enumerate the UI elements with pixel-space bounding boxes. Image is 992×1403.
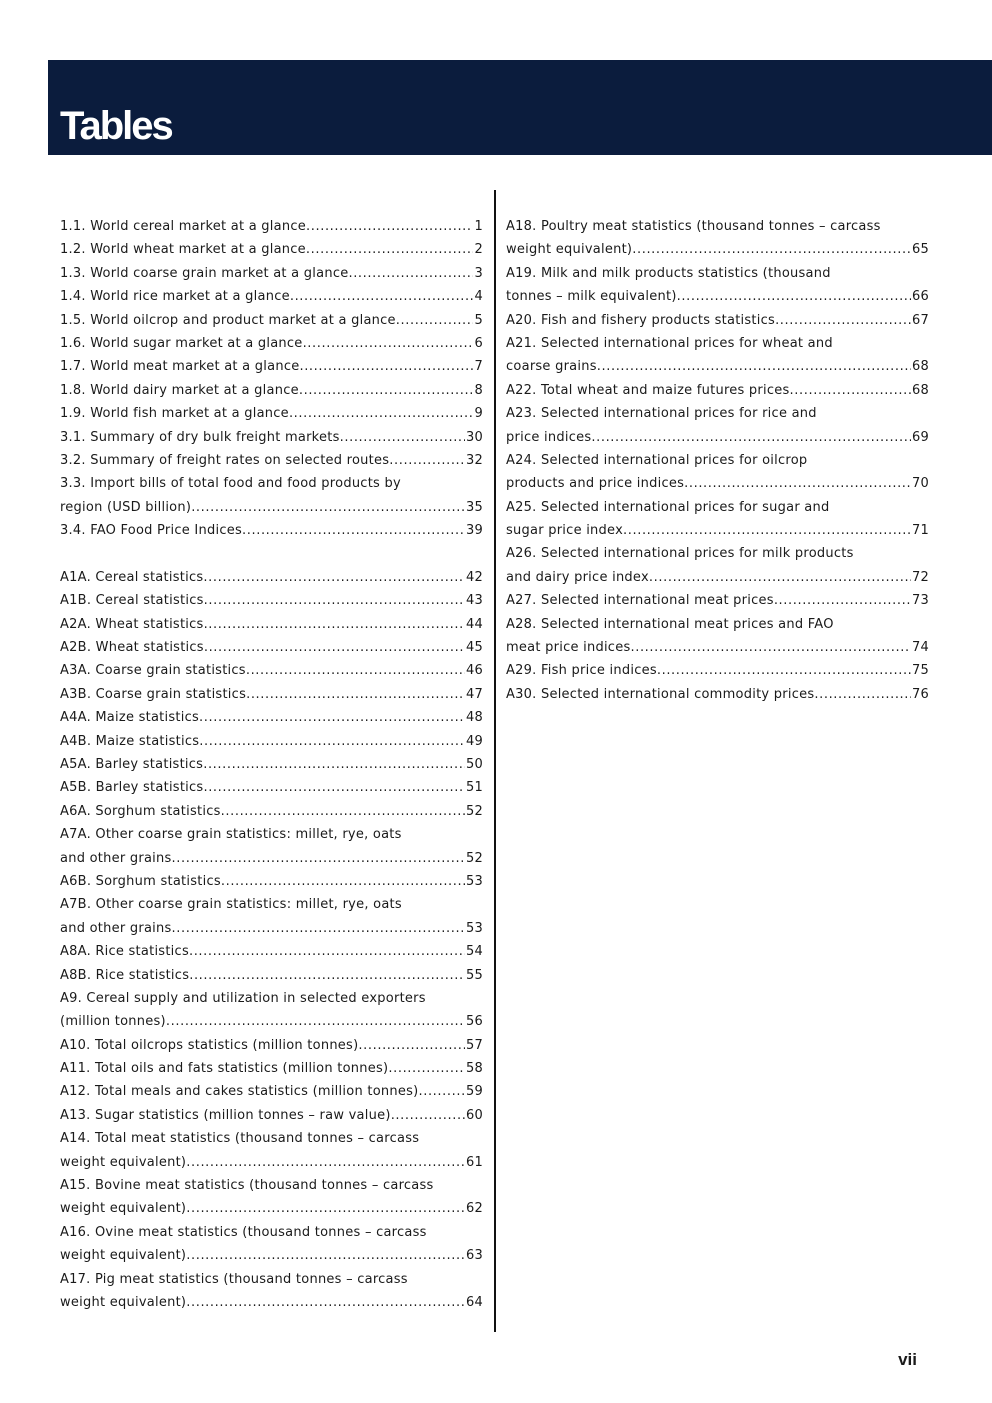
toc-entry-line <box>60 870 483 893</box>
toc-entry-line <box>506 215 929 238</box>
toc-entry-title: 1.2. World wheat market at a glance <box>60 242 306 258</box>
toc-page-number: 46 <box>465 663 483 679</box>
toc-entry-line <box>60 1010 483 1033</box>
toc-page-number: 44 <box>465 616 483 632</box>
toc-page-number: 6 <box>474 335 483 351</box>
toc-entry-title: A3B. Coarse grain statistics <box>60 686 247 702</box>
toc-entry-line <box>60 1197 483 1220</box>
toc-entry-line <box>506 449 929 472</box>
dot-leader <box>199 706 465 729</box>
dot-leader <box>186 1244 465 1267</box>
toc-entry-line <box>506 402 929 425</box>
toc-page-number: 47 <box>465 686 483 702</box>
toc-entry-title: A17. Pig meat statistics (thousand tonnes – carcass <box>60 1271 408 1287</box>
toc-entry-title: 1.5. World oilcrop and product market at a glance <box>60 312 396 328</box>
toc-entry[interactable] <box>506 613 929 660</box>
toc-entry-line <box>60 823 483 846</box>
column-divider <box>494 190 496 1332</box>
toc-page-number: 43 <box>465 593 483 609</box>
dot-leader <box>774 589 911 612</box>
toc-entry-title: A1B. Cereal statistics <box>60 593 204 609</box>
toc-entry-line <box>60 1104 483 1127</box>
toc-page-number: 2 <box>474 242 483 258</box>
toc-entry-line <box>60 847 483 870</box>
toc-entry-title: weight equivalent) <box>60 1248 187 1264</box>
toc-entry[interactable] <box>60 332 483 355</box>
toc-entry-title: A6B. Sorghum statistics <box>60 873 221 889</box>
title-banner <box>48 60 992 155</box>
toc-entry-line <box>506 309 929 332</box>
toc-entry-line <box>60 987 483 1010</box>
toc-entry[interactable] <box>60 683 483 706</box>
toc-page-number: 5 <box>474 312 483 328</box>
toc-entry-title: products and price indices <box>506 476 685 492</box>
toc-entry-title: weight equivalent) <box>60 1294 187 1310</box>
toc-entry-line <box>60 1221 483 1244</box>
toc-entry[interactable] <box>60 1127 483 1174</box>
dot-leader <box>677 285 911 308</box>
toc-entry-title: sugar price index <box>506 523 624 539</box>
dot-leader <box>186 1151 465 1174</box>
toc-page-number: 74 <box>911 640 929 656</box>
dot-leader <box>623 519 911 542</box>
dot-leader <box>186 1197 465 1220</box>
dot-leader <box>246 659 465 682</box>
dot-leader <box>204 589 465 612</box>
toc-entry-line <box>60 589 483 612</box>
toc-entry[interactable] <box>60 636 483 659</box>
toc-page-number: 67 <box>911 312 929 328</box>
toc-entry[interactable] <box>506 332 929 379</box>
toc-entry-title: 3.1. Summary of dry bulk freight markets <box>60 429 340 445</box>
dot-leader <box>242 519 465 542</box>
toc-page-number: 55 <box>465 967 483 983</box>
toc-entry-title: 1.3. World coarse grain market at a glance <box>60 265 349 281</box>
toc-entry[interactable] <box>60 449 483 472</box>
toc-entry-line <box>506 238 929 261</box>
toc-entry-line <box>506 332 929 355</box>
toc-entry[interactable] <box>60 730 483 753</box>
toc-entry-title: (million tonnes) <box>60 1014 166 1030</box>
toc-entry-title: A7B. Other coarse grain statistics: millet, rye, oats <box>60 897 402 913</box>
toc-entry-title: A3A. Coarse grain statistics <box>60 663 246 679</box>
toc-entry[interactable] <box>506 402 929 449</box>
toc-entry-line <box>60 940 483 963</box>
toc-entry-line <box>506 426 929 449</box>
toc-entry-title: A21. Selected international prices for wheat and <box>506 335 833 351</box>
toc-entry[interactable] <box>506 496 929 543</box>
dot-leader <box>649 566 911 589</box>
dot-leader <box>632 238 911 261</box>
toc-page-number: 61 <box>465 1154 483 1170</box>
toc-entry-line <box>60 566 483 589</box>
toc-entry[interactable] <box>506 589 929 612</box>
toc-entry-title: A10. Total oilcrops statistics (million tonnes) <box>60 1037 359 1053</box>
dot-leader <box>191 496 465 519</box>
toc-entry-title: A4B. Maize statistics <box>60 733 200 749</box>
toc-entry[interactable] <box>60 1221 483 1268</box>
toc-entry[interactable] <box>60 309 483 332</box>
toc-entry[interactable] <box>60 355 483 378</box>
toc-entry[interactable] <box>60 964 483 987</box>
toc-entry-line <box>60 1268 483 1291</box>
dot-leader <box>204 636 465 659</box>
toc-page-number: 56 <box>465 1014 483 1030</box>
toc-entry[interactable] <box>60 472 483 519</box>
dot-leader <box>306 238 474 261</box>
toc-page-number: 76 <box>911 686 929 702</box>
toc-entry-line <box>60 402 483 425</box>
toc-page-number: 72 <box>911 569 929 585</box>
toc-page-number: 7 <box>474 359 483 375</box>
toc-entry-title: A15. Bovine meat statistics (thousand tonnes – carcass <box>60 1178 434 1194</box>
dot-leader <box>303 332 474 355</box>
toc-entry[interactable] <box>506 683 929 706</box>
toc-entry-title: weight equivalent) <box>506 242 633 258</box>
toc-entry-line <box>506 636 929 659</box>
toc-entry-title: and other grains <box>60 850 172 866</box>
toc-entry-line <box>60 964 483 987</box>
toc-entry[interactable] <box>60 1080 483 1103</box>
toc-entry-title: and other grains <box>60 920 172 936</box>
toc-entry-title: A11. Total oils and fats statistics (million tonnes) <box>60 1061 389 1077</box>
toc-entry[interactable] <box>60 566 483 589</box>
toc-entry-title: A18. Poultry meat statistics (thousand tonnes – carcass <box>506 219 881 234</box>
toc-entry-title: A26. Selected international prices for milk products <box>506 546 854 562</box>
toc-page-number: 3 <box>474 265 483 281</box>
toc-entry[interactable] <box>60 379 483 402</box>
toc-page-number: 64 <box>465 1294 483 1310</box>
dot-leader <box>306 215 473 238</box>
dot-leader <box>203 753 465 776</box>
toc-page-number: 9 <box>474 406 483 422</box>
toc-page-number: 66 <box>911 289 929 305</box>
toc-entry-line <box>60 496 483 519</box>
toc-entry[interactable] <box>60 402 483 425</box>
toc-entry-line <box>60 215 483 238</box>
toc-page-number: 65 <box>911 242 929 258</box>
toc-entry-line <box>60 659 483 682</box>
dot-leader <box>388 1057 465 1080</box>
toc-entry[interactable] <box>60 613 483 636</box>
dot-leader <box>204 613 465 636</box>
toc-entry-line <box>60 1244 483 1267</box>
toc-section-gap <box>60 542 483 565</box>
toc-page-number: 32 <box>465 452 483 468</box>
toc-page-number: 57 <box>465 1037 483 1053</box>
toc-entry-title: A25. Selected international prices for sugar and <box>506 499 830 515</box>
dot-leader <box>775 309 911 332</box>
toc-entry-line <box>506 379 929 402</box>
toc-page-number: 49 <box>465 733 483 749</box>
toc-entry-title: A2B. Wheat statistics <box>60 640 204 656</box>
toc-page-number: 54 <box>465 944 483 960</box>
toc-entry-title: A14. Total meat statistics (thousand tonnes – carcass <box>60 1131 420 1147</box>
toc-page-number: 52 <box>465 850 483 866</box>
toc-entry[interactable] <box>60 987 483 1034</box>
toc-entry-line <box>506 285 929 308</box>
toc-entry[interactable] <box>60 659 483 682</box>
dot-leader <box>299 379 474 402</box>
toc-entry[interactable] <box>60 238 483 261</box>
toc-entry-line <box>506 683 929 706</box>
toc-entry-title: 1.9. World fish market at a glance <box>60 406 289 422</box>
toc-entry[interactable] <box>60 285 483 308</box>
toc-page-number: 35 <box>465 499 483 515</box>
toc-page-number: 51 <box>465 780 483 796</box>
dot-leader <box>340 426 465 449</box>
toc-entry[interactable] <box>60 426 483 449</box>
toc-entry[interactable] <box>60 870 483 893</box>
dot-leader <box>389 449 465 472</box>
toc-entry-line <box>60 379 483 402</box>
toc-page-number: 8 <box>474 382 483 398</box>
toc-entry-title: A23. Selected international prices for rice and <box>506 406 817 422</box>
toc-page-number: 70 <box>911 476 929 492</box>
toc-entry[interactable] <box>506 262 929 309</box>
toc-entry-line <box>60 1151 483 1174</box>
toc-page-number: 75 <box>911 663 929 679</box>
dot-leader <box>221 800 465 823</box>
toc-entry-title: coarse grains <box>506 359 597 375</box>
dot-leader <box>299 355 473 378</box>
toc-entry-title: 1.1. World cereal market at a glance <box>60 219 307 234</box>
toc-entry-title: A20. Fish and fishery products statistics <box>506 312 776 328</box>
toc-entry[interactable] <box>60 893 483 940</box>
toc-entry-title: 1.6. World sugar market at a glance <box>60 335 303 351</box>
dot-leader <box>790 379 911 402</box>
dot-leader <box>199 730 465 753</box>
dot-leader <box>358 1034 465 1057</box>
toc-entry-title: A7A. Other coarse grain statistics: millet, rye, oats <box>60 827 402 843</box>
toc-entry-line <box>60 683 483 706</box>
dot-leader <box>597 355 911 378</box>
toc-entry-title: A30. Selected international commodity prices <box>506 686 815 702</box>
toc-entry-line <box>506 613 929 636</box>
toc-page-number: 71 <box>911 523 929 539</box>
toc-entry-title: 1.4. World rice market at a glance <box>60 289 290 305</box>
toc-page-number: 39 <box>465 523 483 539</box>
toc-entry[interactable] <box>506 309 929 332</box>
dot-leader <box>189 940 465 963</box>
toc-page-number: 52 <box>465 803 483 819</box>
toc-entry-title: A6A. Sorghum statistics <box>60 803 221 819</box>
toc-entry-line <box>60 332 483 355</box>
toc-entry-line <box>506 496 929 519</box>
toc-entry-title: A24. Selected international prices for oilcrop <box>506 452 808 468</box>
dot-leader <box>166 1010 465 1033</box>
toc-entry-line <box>60 636 483 659</box>
toc-page-number: 62 <box>465 1201 483 1217</box>
toc-page-number: 60 <box>465 1107 483 1123</box>
toc-page-number: 53 <box>465 920 483 936</box>
dot-leader <box>684 472 911 495</box>
toc-page-number: 48 <box>465 710 483 726</box>
toc-entry-line <box>60 238 483 261</box>
toc-page-number: 63 <box>465 1248 483 1264</box>
dot-leader <box>630 636 910 659</box>
toc-entry[interactable] <box>60 706 483 729</box>
toc-entry-line <box>60 355 483 378</box>
toc-entry-line <box>60 1057 483 1080</box>
toc-entry[interactable] <box>60 1104 483 1127</box>
toc-entry-title: A12. Total meals and cakes statistics (million tonnes) <box>60 1084 419 1100</box>
toc-entry-title: A5A. Barley statistics <box>60 756 204 772</box>
toc-entry-title: A27. Selected international meat prices <box>506 593 774 609</box>
toc-entry-title: 3.3. Import bills of total food and food products by <box>60 476 401 492</box>
dot-leader <box>396 309 474 332</box>
toc-entry-title: price indices <box>506 429 592 445</box>
dot-leader <box>418 1080 464 1103</box>
toc-entry[interactable] <box>60 776 483 799</box>
toc-entry-title: A4A. Maize statistics <box>60 710 200 726</box>
toc-entry-title: A22. Total wheat and maize futures prices <box>506 382 790 398</box>
toc-entry-title: A8A. Rice statistics <box>60 944 189 960</box>
toc-entry-title: A8B. Rice statistics <box>60 967 190 983</box>
toc-entry-line <box>60 776 483 799</box>
dot-leader <box>186 1291 465 1314</box>
toc-entry-line <box>506 542 929 565</box>
toc-entry-line <box>60 426 483 449</box>
toc-entry[interactable] <box>60 589 483 612</box>
toc-page-number: 73 <box>911 593 929 609</box>
toc-entry-title: A28. Selected international meat prices and FAO <box>506 616 834 632</box>
toc-page-number: 50 <box>465 756 483 772</box>
dot-leader <box>203 776 464 799</box>
toc-entry-title: A5B. Barley statistics <box>60 780 204 796</box>
toc-entry-line <box>60 309 483 332</box>
dot-leader <box>290 285 474 308</box>
toc-entry[interactable] <box>60 800 483 823</box>
toc-entry[interactable] <box>60 1268 483 1315</box>
toc-entry[interactable] <box>60 519 483 542</box>
dot-leader <box>348 262 473 285</box>
toc-entry-title: region (USD billion) <box>60 499 192 515</box>
toc-entry[interactable] <box>506 379 929 402</box>
toc-entry-line <box>60 800 483 823</box>
toc-entry-line <box>60 613 483 636</box>
toc-entry-line <box>60 706 483 729</box>
toc-entry-title: weight equivalent) <box>60 1201 187 1217</box>
toc-entry-line <box>60 893 483 916</box>
toc-entry[interactable] <box>506 449 929 496</box>
toc-page-number: 1 <box>474 219 483 234</box>
toc-entry[interactable] <box>60 940 483 963</box>
toc-page-number: 68 <box>911 359 929 375</box>
toc-entry-title: A16. Ovine meat statistics (thousand tonnes – carcass <box>60 1224 427 1240</box>
toc-column-left <box>60 215 483 1314</box>
toc-entry-line <box>506 262 929 285</box>
toc-page-number: 68 <box>911 382 929 398</box>
toc-entry-line <box>60 285 483 308</box>
toc-entry-title: A2A. Wheat statistics <box>60 616 204 632</box>
page-number: vii <box>898 1350 917 1369</box>
dot-leader <box>657 659 911 682</box>
toc-entry-line <box>60 1291 483 1314</box>
toc-entry-line <box>60 472 483 495</box>
toc-entry-line <box>60 730 483 753</box>
toc-entry-title: A9. Cereal supply and utilization in selected exporters <box>60 990 426 1006</box>
dot-leader <box>172 847 465 870</box>
toc-entry-title: 1.7. World meat market at a glance <box>60 359 300 375</box>
toc-entry[interactable] <box>60 823 483 870</box>
toc-entry-title: 3.2. Summary of freight rates on selected routes <box>60 452 390 468</box>
toc-page-number: 58 <box>465 1061 483 1077</box>
toc-entry-line <box>60 1080 483 1103</box>
dot-leader <box>246 683 465 706</box>
toc-column-right <box>506 215 929 706</box>
toc-entry-title: and dairy price index <box>506 569 649 585</box>
toc-entry-line <box>60 262 483 285</box>
dot-leader <box>814 683 911 706</box>
toc-entry-title: meat price indices <box>506 640 631 656</box>
toc-entry-line <box>506 519 929 542</box>
toc-entry[interactable] <box>60 1034 483 1057</box>
toc-entry[interactable] <box>60 262 483 285</box>
toc-entry-title: A13. Sugar statistics (million tonnes – raw value) <box>60 1107 391 1123</box>
dot-leader <box>172 917 465 940</box>
toc-entry[interactable] <box>60 215 483 238</box>
toc-entry[interactable] <box>60 753 483 776</box>
toc-entry-line <box>60 1174 483 1197</box>
toc-page-number: 59 <box>465 1084 483 1100</box>
toc-page-number: 53 <box>465 873 483 889</box>
toc-entry-line <box>60 917 483 940</box>
toc-page-number: 4 <box>474 289 483 305</box>
toc-entry-line <box>60 753 483 776</box>
toc-page-number: 30 <box>465 429 483 445</box>
toc-entry[interactable] <box>60 1174 483 1221</box>
toc-page-number: 42 <box>465 569 483 585</box>
dot-leader <box>391 1104 465 1127</box>
toc-entry-line <box>60 1127 483 1150</box>
toc-entry-line <box>60 1034 483 1057</box>
toc-entry[interactable] <box>506 215 929 262</box>
page-title: Tables <box>60 104 172 148</box>
dot-leader <box>591 426 911 449</box>
toc-entry-line <box>60 519 483 542</box>
dot-leader <box>221 870 465 893</box>
toc-entry[interactable] <box>60 1057 483 1080</box>
toc-entry-title: weight equivalent) <box>60 1154 187 1170</box>
toc-entry-title: A29. Fish price indices <box>506 663 657 679</box>
toc-entry-title: A19. Milk and milk products statistics (thousand <box>506 265 831 281</box>
toc-page-number: 69 <box>911 429 929 445</box>
dot-leader <box>189 964 465 987</box>
toc-entry-line <box>506 355 929 378</box>
toc-entry-line <box>506 589 929 612</box>
toc-page-number: 45 <box>465 640 483 656</box>
toc-entry-title: A1A. Cereal statistics <box>60 569 204 585</box>
toc-entry-title: 3.4. FAO Food Price Indices <box>60 523 243 539</box>
toc-entry-line <box>506 566 929 589</box>
toc-entry[interactable] <box>506 542 929 589</box>
dot-leader <box>203 566 465 589</box>
dot-leader <box>289 402 474 425</box>
toc-entry-title: tonnes – milk equivalent) <box>506 289 677 305</box>
toc-entry[interactable] <box>506 659 929 682</box>
toc-entry-line <box>60 449 483 472</box>
toc-entry-line <box>506 472 929 495</box>
toc-entry-line <box>506 659 929 682</box>
toc-entry-title: 1.8. World dairy market at a glance <box>60 382 299 398</box>
